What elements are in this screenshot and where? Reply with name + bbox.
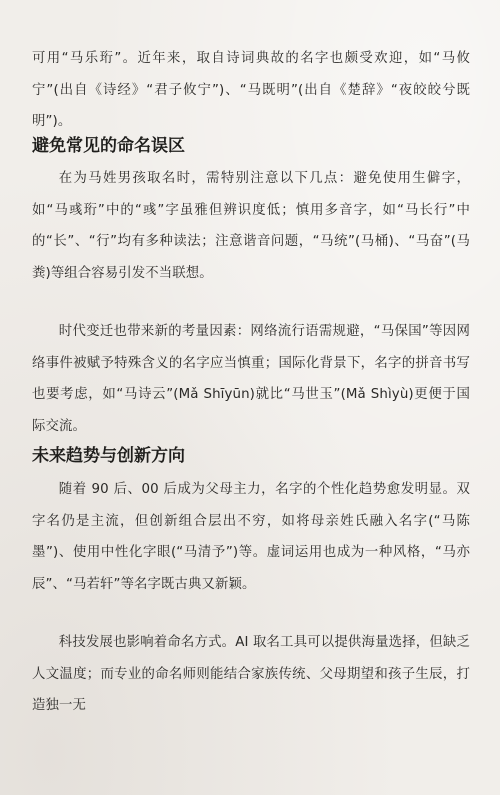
paragraph-personalization-trend: 随着 90 后、00 后成为父母主力，名字的个性化趋势愈发明显。双字名仍是主流，但创新组合层出不穷，如将母亲姓氏融入名字(“马陈墨”)、使用中性化字眼(“马清予”)等。虚词运用也成为一种风格，“马亦辰”、“马若轩”等名字既古典又新颖。 [32,482,470,592]
paragraph-intro-continued: 可用“马乐珩”。近年来，取自诗词典故的名字也颇受欢迎，如“马攸宁”(出自《诗经》“君子攸宁”)、“马既明”(出自《楚辞》“夜皎皎兮既明”)。 [32,51,470,129]
paragraph-naming-mistakes: 在为马姓男孩取名时，需特别注意以下几点：避免使用生僻字，如“马彧珩”中的“彧”字虽雅但辨识度低；慎用多音字，如“马长行”中的“长”、“行”均有多种读法；注意谐音问题，“马统”(马桶)、“马奋”(马粪)等组合容易引发不当联想。 [32,171,470,281]
paragraph-technology-influence: 科技发展也影响着命名方式。AI 取名工具可以提供海量选择，但缺乏人文温度；而专业的命名师则能结合家族传统、父母期望和孩子生辰，打造独一无 [32,635,470,713]
section-heading-future-trends: 未来趋势与创新方向 [32,446,185,466]
section-heading-naming-mistakes: 避免常见的命名误区 [32,136,185,156]
paragraph-era-considerations: 时代变迁也带来新的考量因素：网络流行语需规避，“马保国”等因网络事件被赋予特殊含义的名字应当慎重；国际化背景下，名字的拼音书写也要考虑，如“马诗云”(Mǎ Shīyūn)就比“马世玉”(Mǎ Shìyù)更便于国际交流。 [32,324,470,434]
